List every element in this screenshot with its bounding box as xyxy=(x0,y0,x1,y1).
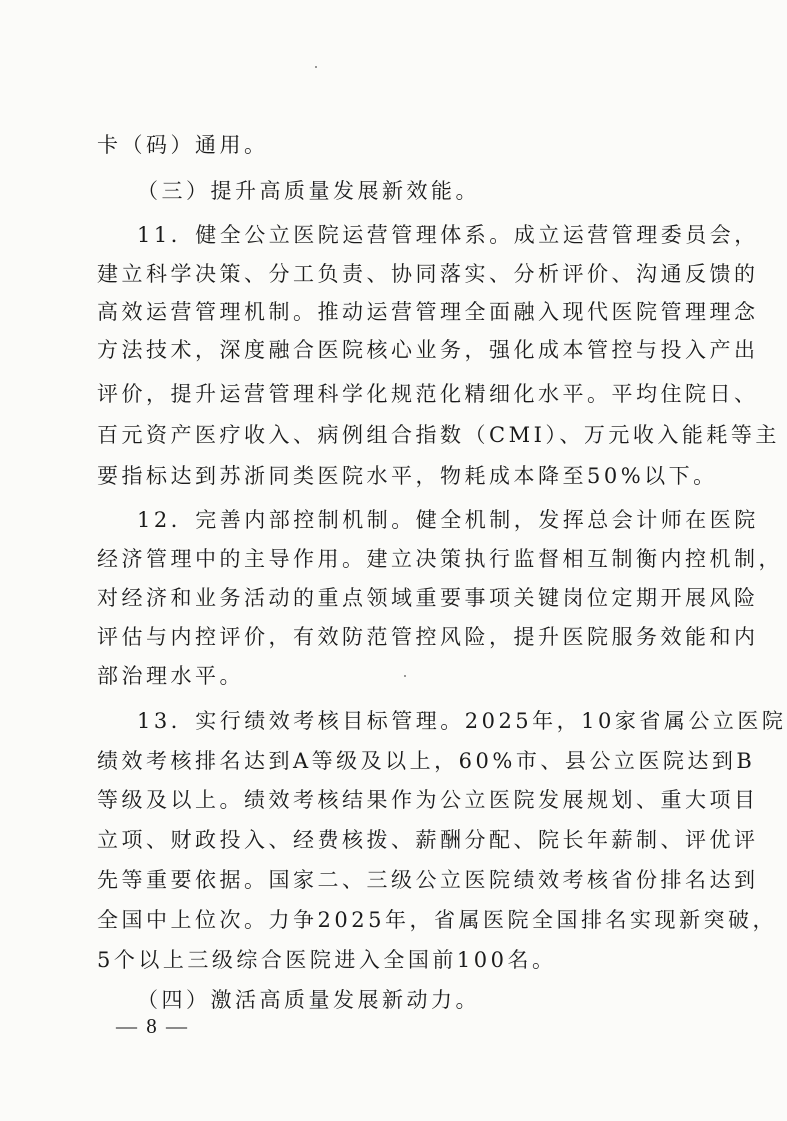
paragraph-13-line-4: 立项、财政投入、经费核拨、薪酬分配、院长年薪制、评优评 xyxy=(97,828,759,852)
section-heading-4: （四）激活高质量发展新动力。 xyxy=(137,988,480,1012)
paragraph-12-line-4: 评估与内控评价，有效防范管控风险，提升医院服务效能和内 xyxy=(97,625,759,649)
paragraph-13-line-1: 13．实行绩效考核目标管理。2025年，10家省属公立医院 xyxy=(137,709,787,733)
paragraph-13-line-6: 全国中上位次。力争2025年，省属医院全国排名实现新突破， xyxy=(97,908,777,932)
paragraph-11-line-5: 评价，提升运营管理科学化规范化精细化水平。平均住院日、 xyxy=(97,382,759,406)
paragraph-12-line-2: 经济管理中的主导作用。建立决策执行监督相互制衡内控机制， xyxy=(97,547,783,571)
page-number: — 8 — xyxy=(116,1014,189,1038)
paragraph-13-line-7: 5个以上三级综合医院进入全国前100名。 xyxy=(97,948,557,972)
paragraph-12-line-3: 对经济和业务活动的重点领域重要事项关键岗位定期开展风险 xyxy=(97,586,759,610)
paragraph-11-line-3: 高效运营管理机制。推动运营管理全面融入现代医院管理理念 xyxy=(97,300,759,324)
scan-speck xyxy=(404,675,406,677)
paragraph-11-line-6: 百元资产医疗收入、病例组合指数（CMI）、万元收入能耗等主 xyxy=(97,423,780,447)
paragraph-12-line-5: 部治理水平。 xyxy=(97,664,244,688)
paragraph-12-line-1: 12．完善内部控制机制。健全机制，发挥总会计师在医院 xyxy=(137,508,759,532)
paragraph-11-line-7: 要指标达到苏浙同类医院水平，物耗成本降至50%以下。 xyxy=(97,464,718,488)
section-heading-3: （三）提升高质量发展新效能。 xyxy=(137,179,480,203)
paragraph-13-line-2: 绩效考核排名达到A等级及以上，60%市、县公立医院达到B xyxy=(97,749,756,773)
text-line-1: 卡（码）通用。 xyxy=(97,133,269,157)
scan-speck xyxy=(315,66,317,68)
paragraph-11-line-1: 11．健全公立医院运营管理体系。成立运营管理委员会， xyxy=(137,223,759,247)
paragraph-13-line-3: 等级及以上。绩效考核结果作为公立医院发展规划、重大项目 xyxy=(97,788,759,812)
paragraph-11-line-2: 建立科学决策、分工负责、协同落实、分析评价、沟通反馈的 xyxy=(97,262,759,286)
paragraph-11-line-4: 方法技术，深度融合医院核心业务，强化成本管控与投入产出 xyxy=(97,338,759,362)
paragraph-13-line-5: 先等重要依据。国家二、三级公立医院绩效考核省份排名达到 xyxy=(97,868,759,892)
